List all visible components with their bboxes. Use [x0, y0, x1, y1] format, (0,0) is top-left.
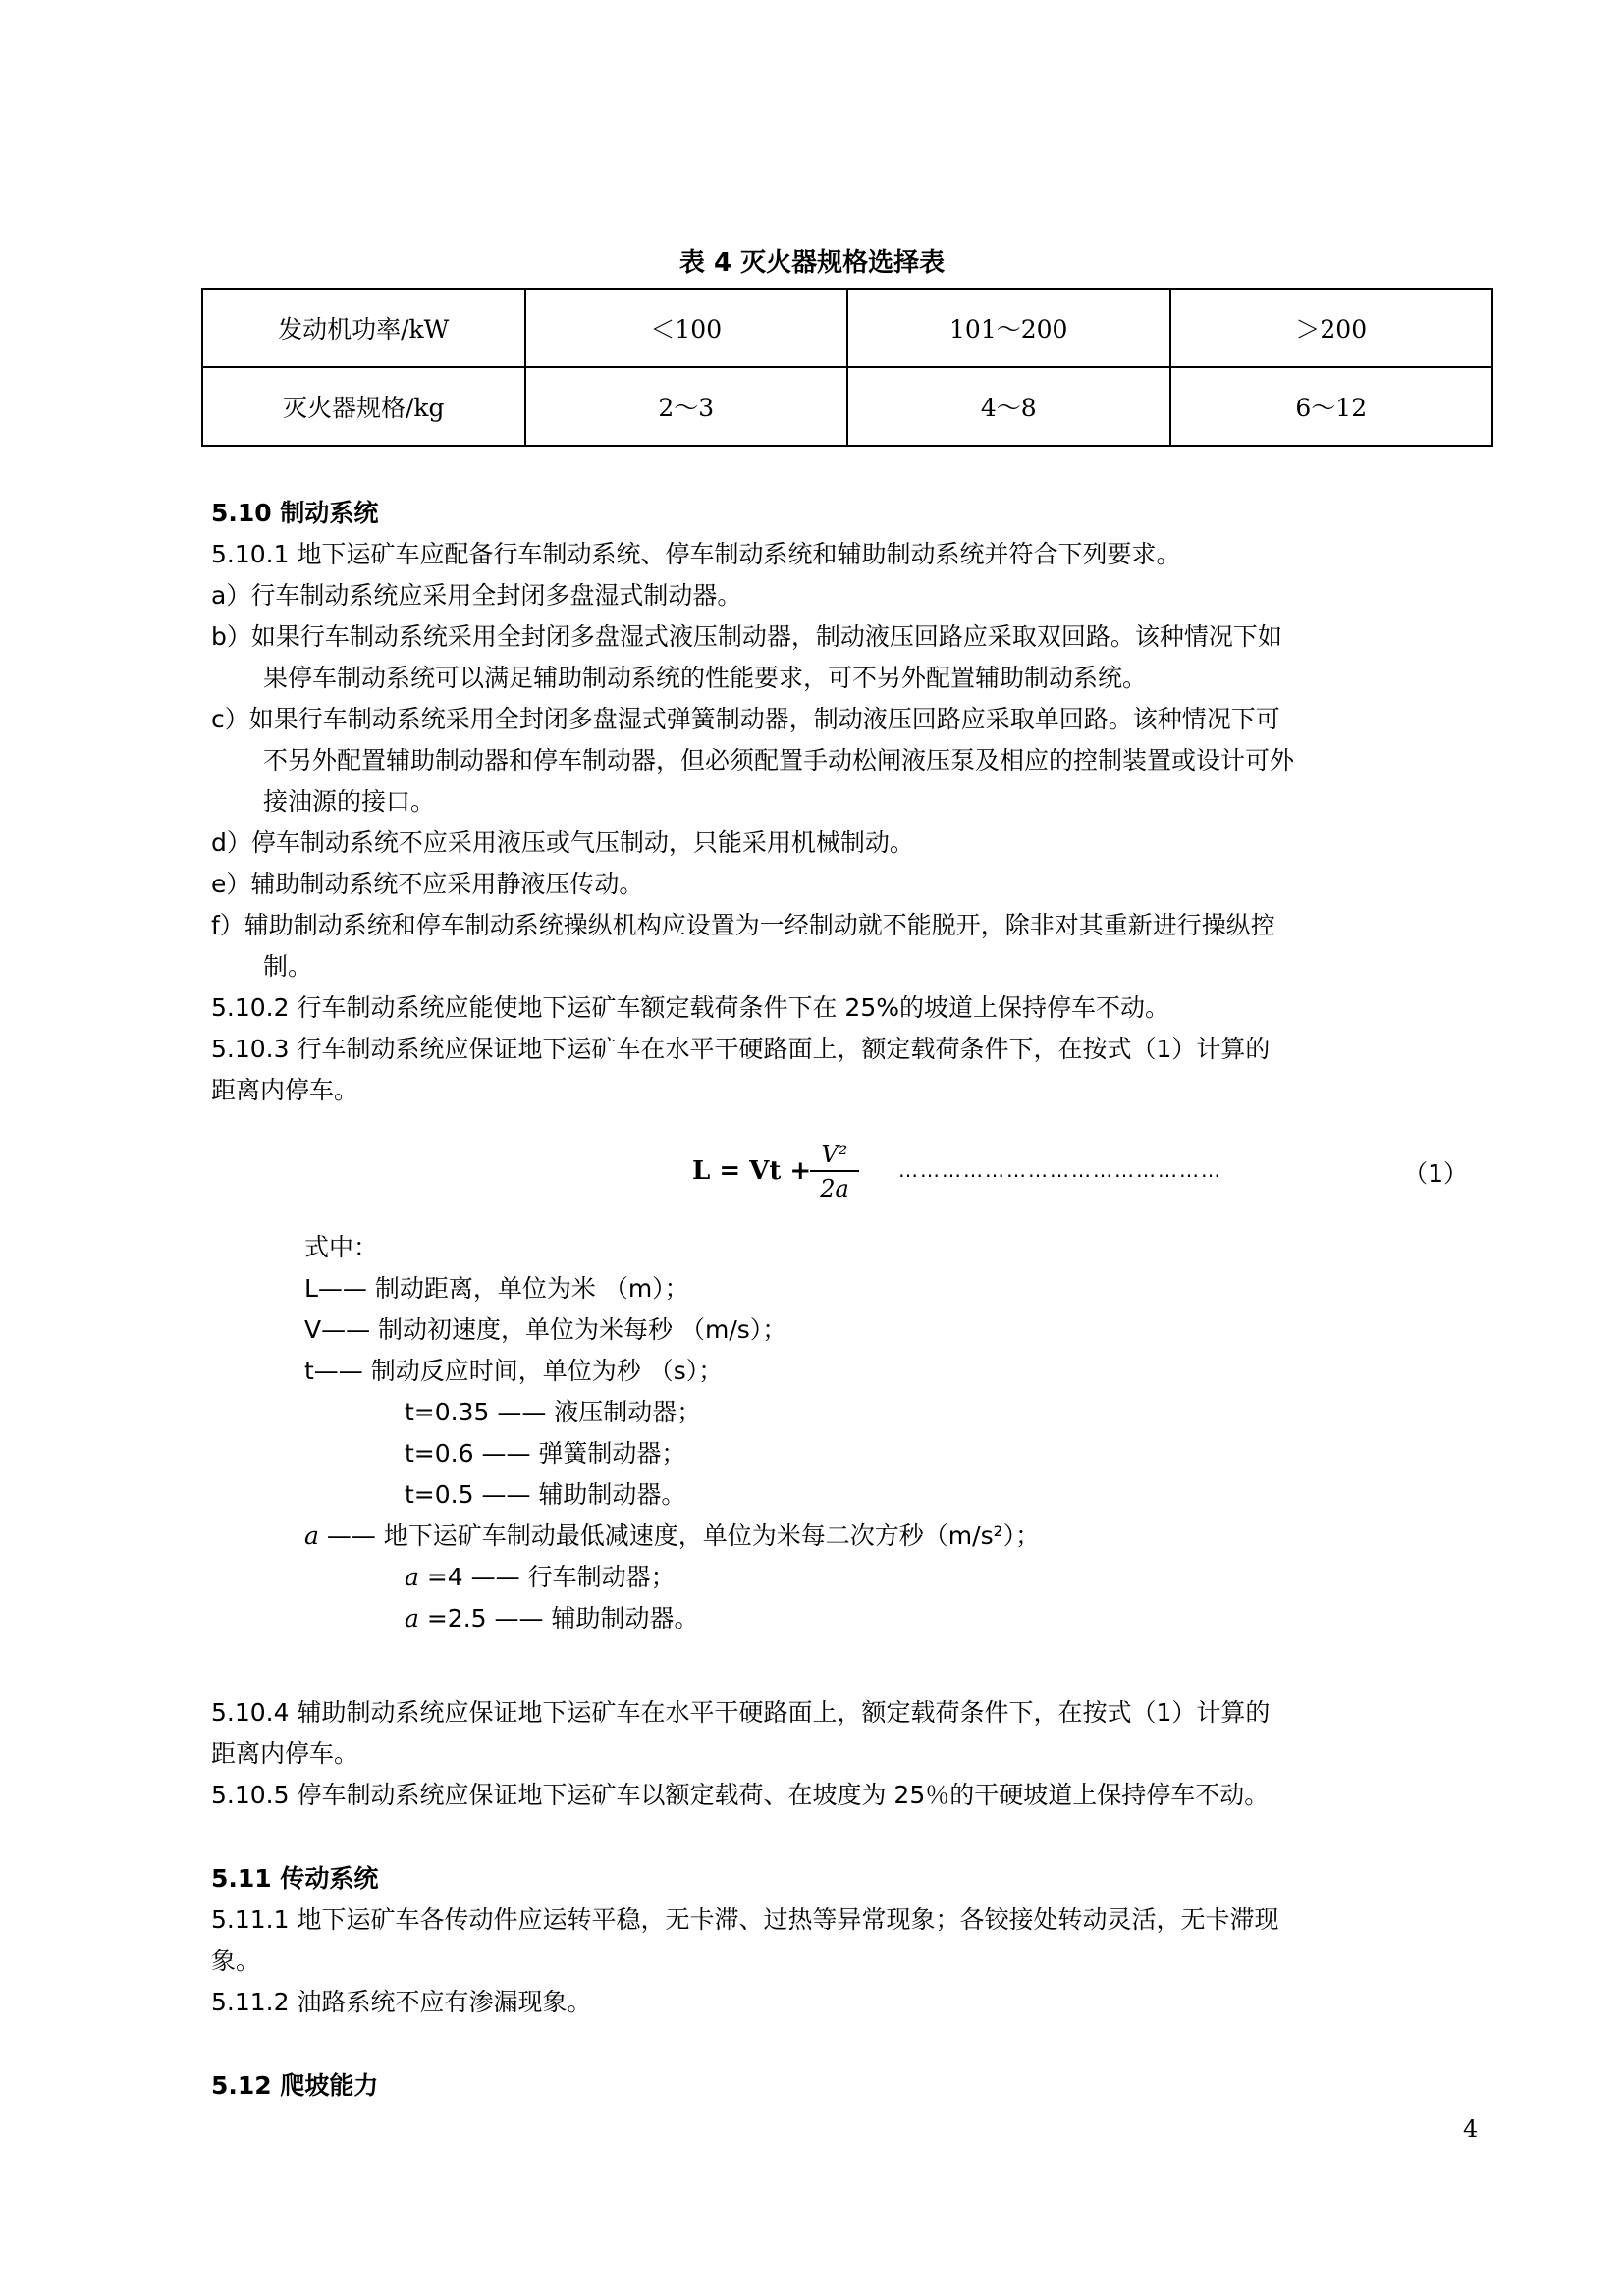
clause-5-11-1-cont: 象。 [211, 1947, 261, 1975]
item-b: b）如果行车制动系统采用全封闭多盘湿式液压制动器，制动液压回路应采取双回路。该种情况下如 [211, 622, 1282, 651]
formula-fraction [810, 1139, 859, 1203]
section-heading-5-11: 5.11 传动系统 [211, 1864, 379, 1893]
clause-5-10-3-cont: 距离内停车。 [211, 1076, 359, 1104]
table-cell: 灭火器规格/kg [202, 367, 525, 446]
def-a-text: —— 地下运矿车制动最低减速度，单位为米每二次方秒（m/s²）； [318, 1522, 1041, 1550]
formula-lhs: L = Vt + [692, 1156, 812, 1186]
item-a: a）行车制动系统应采用全封闭多盘湿式制动器。 [211, 581, 742, 610]
def-t: t—— 制动反应时间，单位为秒 （s）； [304, 1357, 724, 1385]
def-t-value: t=0.6 —— 弹簧制动器； [405, 1439, 686, 1468]
symbol-a: a [405, 1563, 419, 1591]
formula-number: （1） [1403, 1159, 1468, 1188]
clause-5-11-1: 5.11.1 地下运矿车各传动件应运转平稳，无卡滞、过热等异常现象；各铰接处转动灵活，无卡滞现 [211, 1905, 1279, 1934]
def-a [304, 1516, 1040, 1557]
symbol-a: a [405, 1604, 419, 1632]
clause-5-10-4: 5.10.4 辅助制动系统应保证地下运矿车在水平干硬路面上，额定载荷条件下，在按式（1）计算的 [211, 1698, 1271, 1727]
item-c-cont: 接油源的接口。 [263, 787, 436, 816]
section-heading-5-10: 5.10 制动系统 [211, 499, 379, 527]
table-caption: 表 4 灭火器规格选择表 [678, 248, 946, 278]
table-row [202, 289, 1492, 367]
symbol-a: a [304, 1522, 319, 1550]
def-L: L—— 制动距离，单位为米 （m）； [304, 1274, 689, 1303]
page-number: 4 [1463, 2115, 1479, 2143]
formula-denominator: 2a [820, 1175, 849, 1202]
def-t-value: t=0.35 —— 液压制动器； [405, 1398, 702, 1426]
section-heading-5-12: 5.12 爬坡能力 [211, 2071, 379, 2100]
table-cell: ＜100 [525, 289, 848, 367]
table-row [202, 367, 1492, 446]
item-f: f）辅助制动系统和停车制动系统操纵机构应设置为一经制动就不能脱开，除非对其重新进行操纵控 [211, 911, 1275, 939]
def-a-value [405, 1557, 676, 1598]
def-V: V—— 制动初速度，单位为米每秒 （m/s）； [304, 1315, 787, 1344]
clause-5-10-4-cont: 距离内停车。 [211, 1739, 359, 1768]
def-a-value-text: =4 —— 行车制动器； [418, 1563, 676, 1591]
table-cell: 2～3 [525, 367, 848, 446]
braking-distance-formula [692, 1139, 1497, 1207]
clause-5-10-3: 5.10.3 行车制动系统应保证地下运矿车在水平干硬路面上，额定载荷条件下，在按式（1）计算的 [211, 1035, 1271, 1063]
table-cell: 发动机功率/kW [202, 289, 525, 367]
clause-5-11-2: 5.11.2 油路系统不应有渗漏现象。 [211, 1988, 592, 2016]
def-t-value: t=0.5 —— 辅助制动器。 [405, 1480, 686, 1509]
item-c-cont: 不另外配置辅助制动器和停车制动器，但必须配置手动松闸液压泵及相应的控制装置或设计可外 [263, 746, 1295, 774]
clause-5-10-5: 5.10.5 停车制动系统应保证地下运矿车以额定载荷、在坡度为 25％的干硬坡道上保持停车不动。 [211, 1781, 1270, 1809]
where-label: 式中： [304, 1233, 379, 1261]
clause-5-10-2: 5.10.2 行车制动系统应能使地下运矿车额定载荷条件下在 25%的坡道上保持停车不动。 [211, 993, 1169, 1022]
def-a-value [405, 1598, 698, 1639]
formula-leader-dots: ……………………………………… [898, 1158, 1222, 1182]
table-cell: 6～12 [1170, 367, 1493, 446]
extinguisher-spec-table [201, 288, 1493, 447]
clause-5-10-1: 5.10.1 地下运矿车应配备行车制动系统、停车制动系统和辅助制动系统并符合下列要求。 [211, 540, 1181, 568]
table-cell: 101～200 [847, 289, 1170, 367]
item-b-cont: 果停车制动系统可以满足辅助制动系统的性能要求，可不另外配置辅助制动系统。 [263, 664, 1148, 692]
table-cell: ＞200 [1170, 289, 1493, 367]
item-e: e）辅助制动系统不应采用静液压传动。 [211, 870, 644, 898]
item-c: c）如果行车制动系统采用全封闭多盘湿式弹簧制动器，制动液压回路应采取单回路。该种情况下可 [211, 705, 1280, 733]
item-d: d）停车制动系统不应采用液压或气压制动，只能采用机械制动。 [211, 828, 914, 857]
formula-numerator: V² [810, 1139, 859, 1172]
item-f-cont: 制。 [263, 952, 313, 981]
table-cell: 4～8 [847, 367, 1170, 446]
def-a-value-text: =2.5 —— 辅助制动器。 [418, 1604, 699, 1632]
